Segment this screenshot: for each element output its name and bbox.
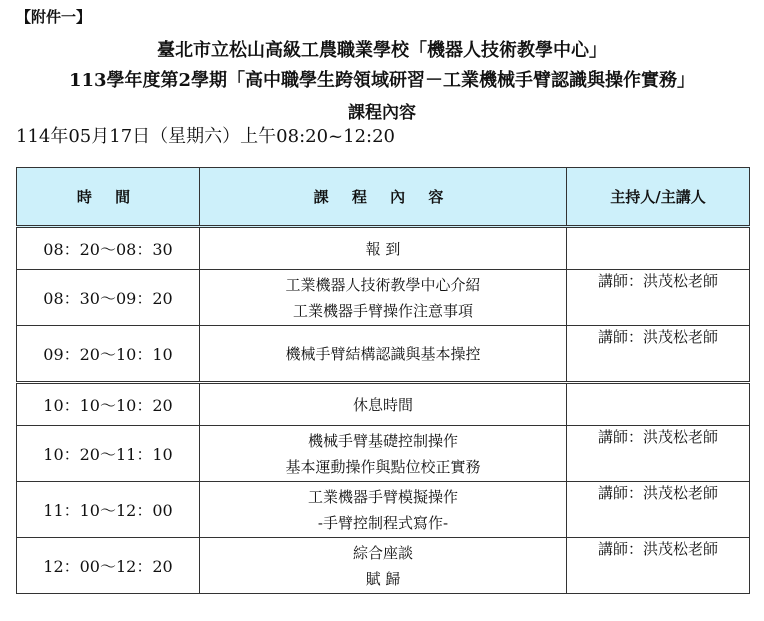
table-row <box>17 326 750 383</box>
table-row <box>17 426 750 482</box>
table-row <box>17 482 750 538</box>
content-cell <box>200 538 567 594</box>
time-cell: 09：20～10：10 <box>17 326 200 383</box>
content-line: 基本運動操作與點位校正實務 <box>285 457 481 476</box>
content-line: 工業機器手臂操作注意事項 <box>292 301 473 320</box>
content-line: 休息時間 <box>352 395 413 414</box>
attachment-label: 【附件一】 <box>16 8 92 26</box>
time-cell: 11：10～12：00 <box>17 482 200 538</box>
col-header-content: 課 程 內 容 <box>200 168 567 227</box>
content-cell <box>200 326 567 383</box>
date-line: 114年05月17日（星期六）上午08:20~12:20 <box>16 126 395 147</box>
content-line: -手臂控制程式寫作- <box>317 513 449 532</box>
table-row <box>17 383 750 426</box>
content-line: 機械手臂結構認識與基本操控 <box>285 344 481 363</box>
content-line: 報 到 <box>365 239 401 258</box>
content-cell <box>200 482 567 538</box>
table-header-row <box>17 168 750 227</box>
content-line: 工業機器人技術教學中心介紹 <box>285 275 481 294</box>
course-title: 113學年度第2學期「高中職學生跨領域研習－工業機械手臂認識與操作實務」 <box>68 70 696 91</box>
time-cell: 10：10～10：20 <box>17 383 200 426</box>
time-cell: 12：00～12：20 <box>17 538 200 594</box>
school-title: 臺北市立松山高級工農職業學校「機器人技術教學中心」 <box>157 40 607 61</box>
time-cell: 08：20～08：30 <box>17 227 200 270</box>
col-header-time: 時 間 <box>17 168 200 227</box>
content-cell <box>200 383 567 426</box>
content-line: 賦 歸 <box>365 569 401 588</box>
host-cell: 講師：洪茂松老師 <box>567 426 750 482</box>
content-cell <box>200 426 567 482</box>
schedule-table <box>16 167 750 594</box>
table-row <box>17 270 750 326</box>
time-cell: 10：20～11：10 <box>17 426 200 482</box>
host-cell <box>567 383 750 426</box>
host-cell: 講師：洪茂松老師 <box>567 270 750 326</box>
host-cell: 講師：洪茂松老師 <box>567 326 750 383</box>
host-cell: 講師：洪茂松老師 <box>567 482 750 538</box>
col-header-host: 主持人/主講人 <box>567 168 750 227</box>
host-cell <box>567 227 750 270</box>
content-cell <box>200 227 567 270</box>
content-line: 綜合座談 <box>352 543 413 562</box>
table-row <box>17 227 750 270</box>
host-cell: 講師：洪茂松老師 <box>567 538 750 594</box>
content-cell <box>200 270 567 326</box>
content-line: 工業機器手臂模擬操作 <box>307 487 458 506</box>
content-line: 機械手臂基礎控制操作 <box>307 431 458 450</box>
table-row <box>17 538 750 594</box>
time-cell: 08：30～09：20 <box>17 270 200 326</box>
section-title: 課程內容 <box>348 103 416 123</box>
